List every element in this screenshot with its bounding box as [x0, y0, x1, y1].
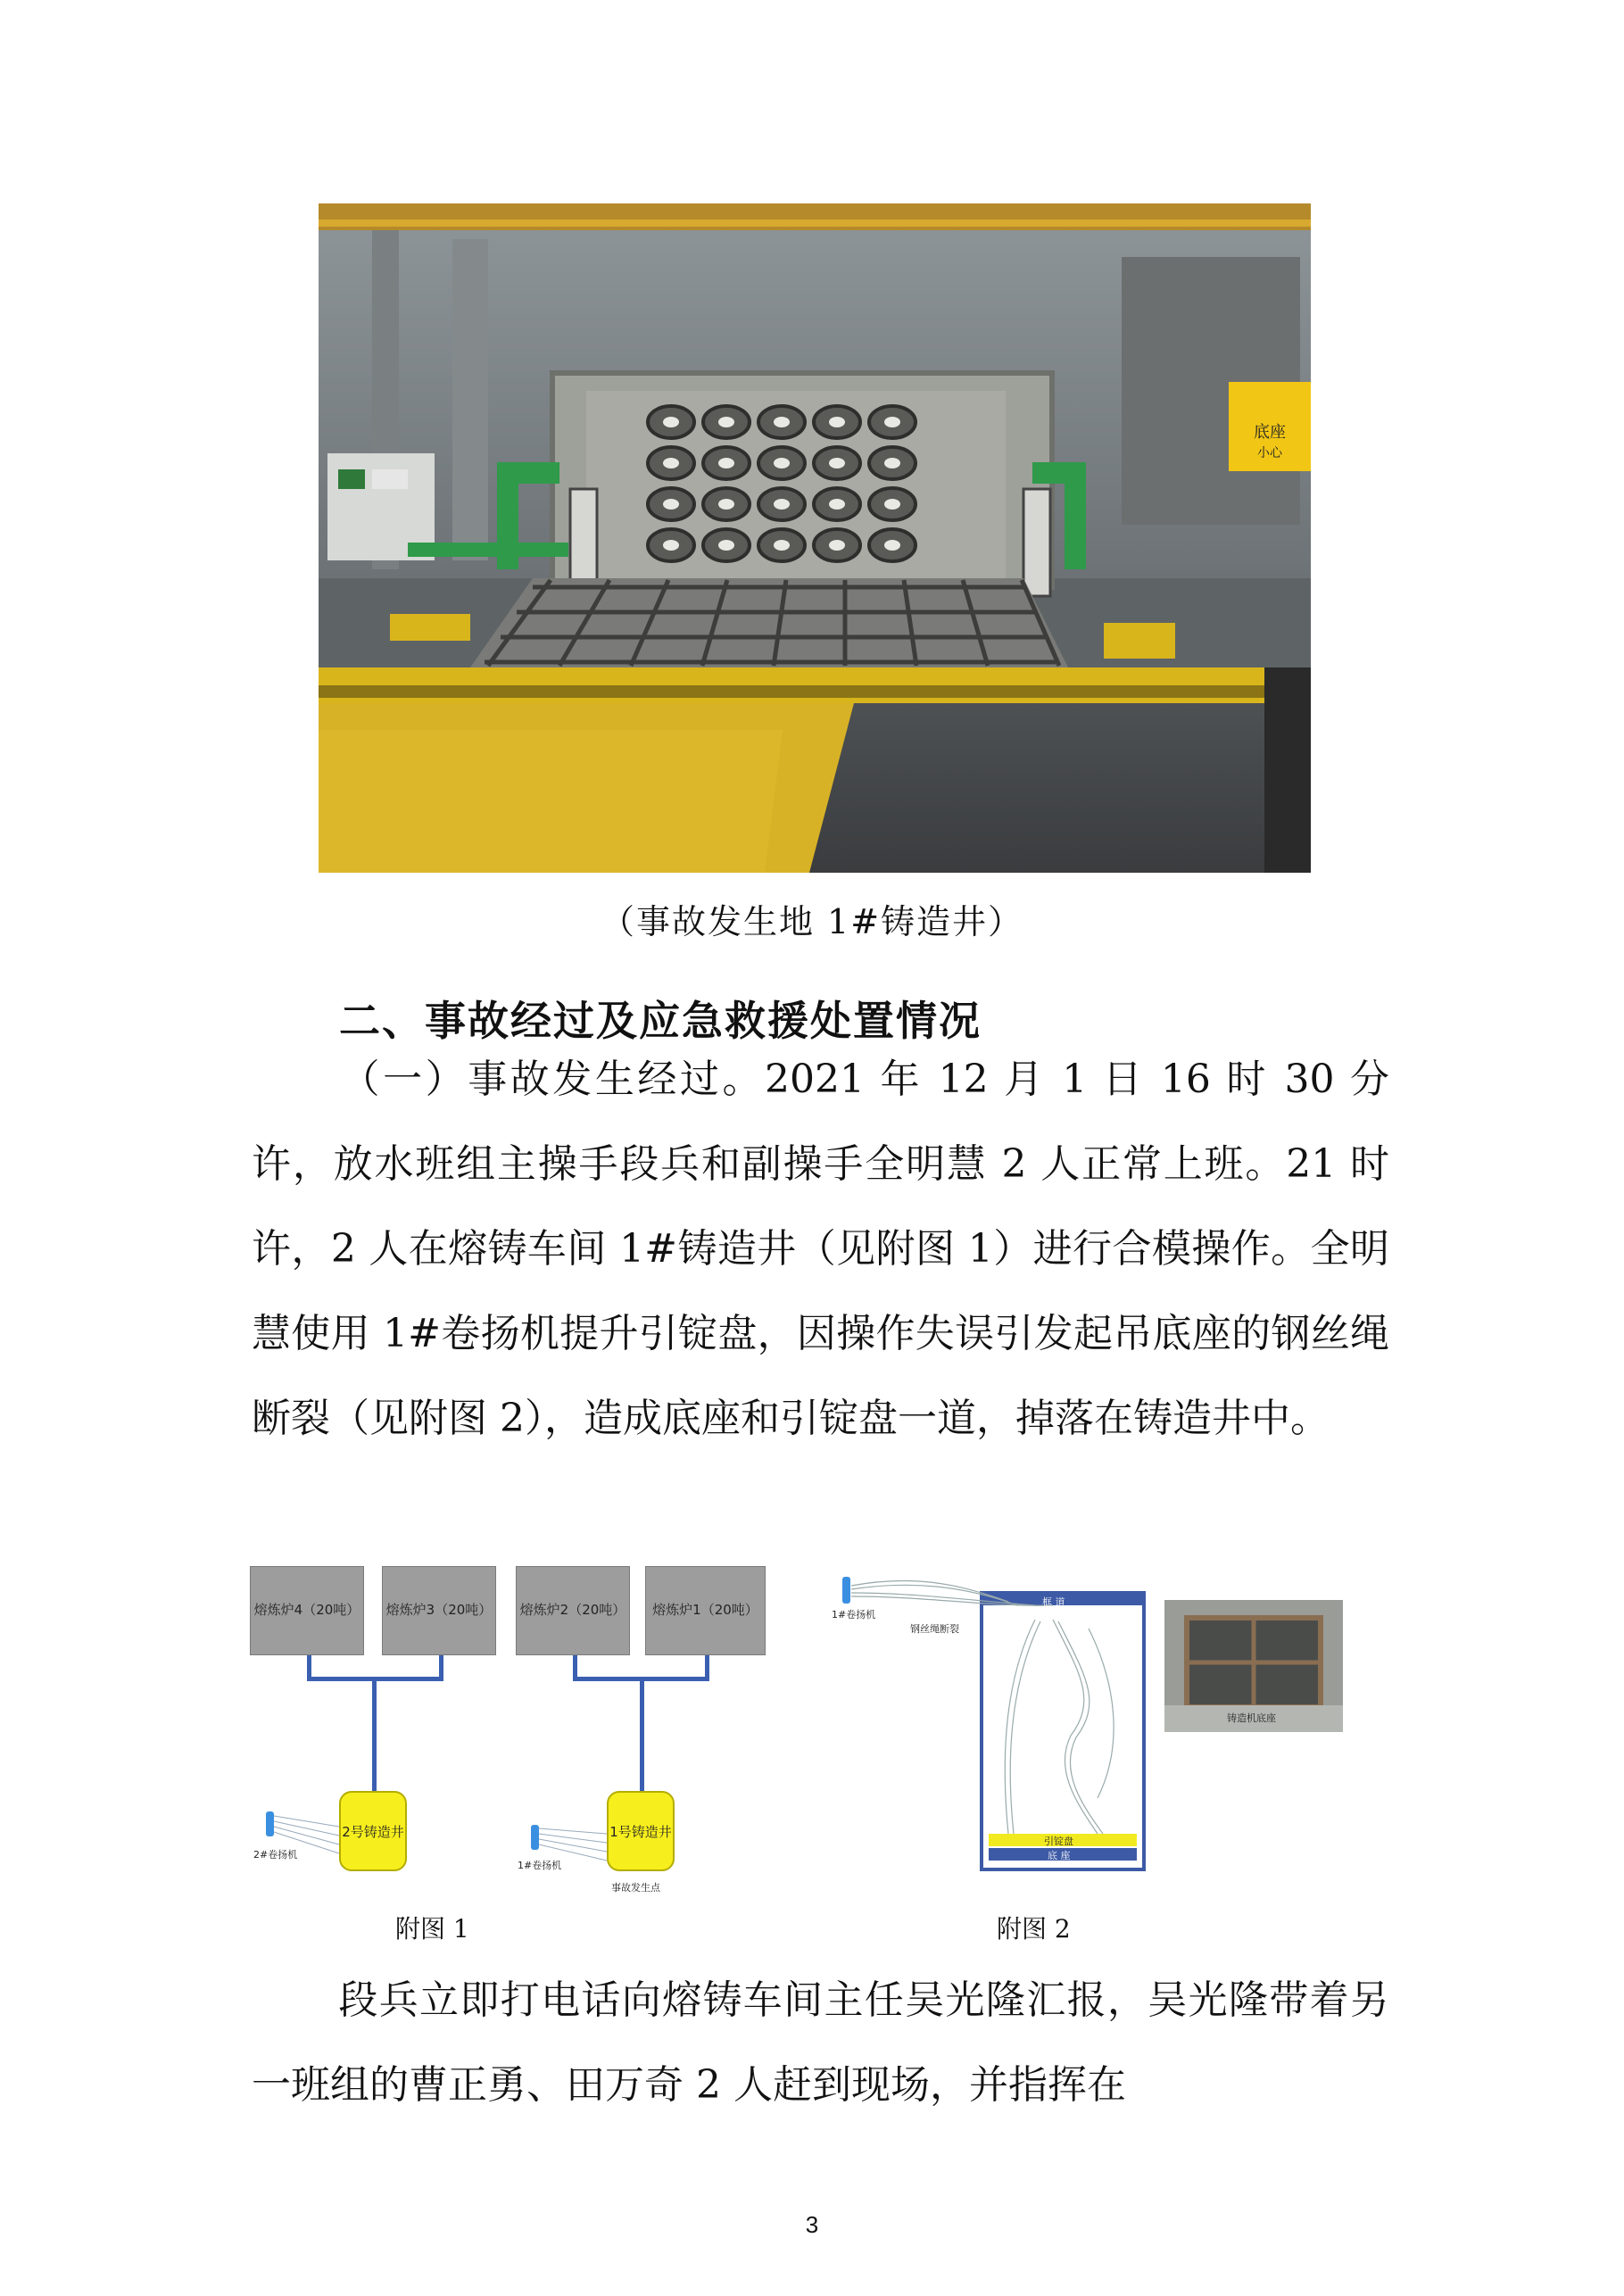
winch-2-label: 2#卷扬机 — [253, 1849, 298, 1861]
pipe — [640, 1677, 644, 1793]
furnace-3-label: 熔炼炉3（20吨） — [385, 1602, 493, 1619]
pipe — [439, 1655, 443, 1679]
rope-break-label: 钢丝绳断裂 — [910, 1623, 959, 1635]
paragraph-accident-process — [252, 1037, 1389, 1461]
furnace-4-label: 熔炼炉4（20吨） — [253, 1602, 360, 1619]
furnace-3-box — [382, 1566, 496, 1655]
starter-plate-label: 引锭盘 — [1044, 1836, 1073, 1847]
top-beam-label: 框 道 — [1042, 1596, 1065, 1608]
fig2-winch-label: 1#卷扬机 — [832, 1609, 876, 1620]
casting-well-photo-illustration — [319, 203, 1311, 873]
figure-1-diagram — [250, 1566, 767, 1905]
page-number: 3 — [805, 2211, 819, 2238]
casting-well-photo — [319, 203, 1311, 873]
furnace-2-box — [516, 1566, 630, 1655]
winch-rope-lines — [250, 1789, 767, 1878]
pipe — [307, 1655, 311, 1679]
photo-sign-text-1: 底座 — [1254, 423, 1286, 442]
photo-caption: （事故发生地 1#铸造井） — [600, 902, 1024, 941]
pipe — [372, 1677, 377, 1793]
well-2-label: 2号铸造井 — [342, 1823, 404, 1840]
paragraph-report-text: 段兵立即打电话向熔铸车间主任吴光隆汇报，吴光隆带着另一班组的曹正勇、田万奇 2 人赶到现场，并指挥在 — [252, 1977, 1389, 2108]
well-1-label: 1号铸造井 — [609, 1823, 672, 1840]
accident-point-label: 事故发生点 — [611, 1882, 660, 1894]
furnace-1-label: 熔炼炉1（20吨） — [652, 1602, 758, 1619]
pipe — [573, 1655, 577, 1679]
winch-1-label: 1#卷扬机 — [518, 1860, 562, 1871]
section-heading: 二、事故经过及应急救援处置情况 — [339, 997, 982, 1045]
figure-2-diagram — [830, 1566, 1347, 1905]
base-label: 底 座 — [1048, 1850, 1071, 1861]
furnace-1-box — [645, 1566, 766, 1655]
paragraph-accident-process-text: （一）事故发生经过。2021 年 12 月 1 日 16 时 30 分许，放水班组主操手段兵和副操手全明慧 2 人正常上班。21 时许，2 人在熔铸车间 1#铸造井（见附图 1）进行合模操作。全明慧使用 1#卷扬机提升引锭盘，因操作失误引发起吊底座的钢丝绳断裂（见附图 2），造成底座和引锭盘一道，掉落在铸造井中。 — [252, 1057, 1389, 1441]
casting-base-photo — [1164, 1600, 1343, 1732]
furnace-2-label: 熔炼炉2（20吨） — [519, 1602, 626, 1619]
figure-1-label: 附图 1 — [395, 1914, 469, 1944]
photo-sign-text-2: 小心 — [1257, 446, 1282, 460]
paragraph-report — [252, 1958, 1389, 2127]
furnace-4-box — [250, 1566, 364, 1655]
pipe — [705, 1655, 709, 1679]
figure-2-label: 附图 2 — [997, 1914, 1071, 1944]
casting-base-photo-label: 铸造机底座 — [1227, 1712, 1276, 1724]
